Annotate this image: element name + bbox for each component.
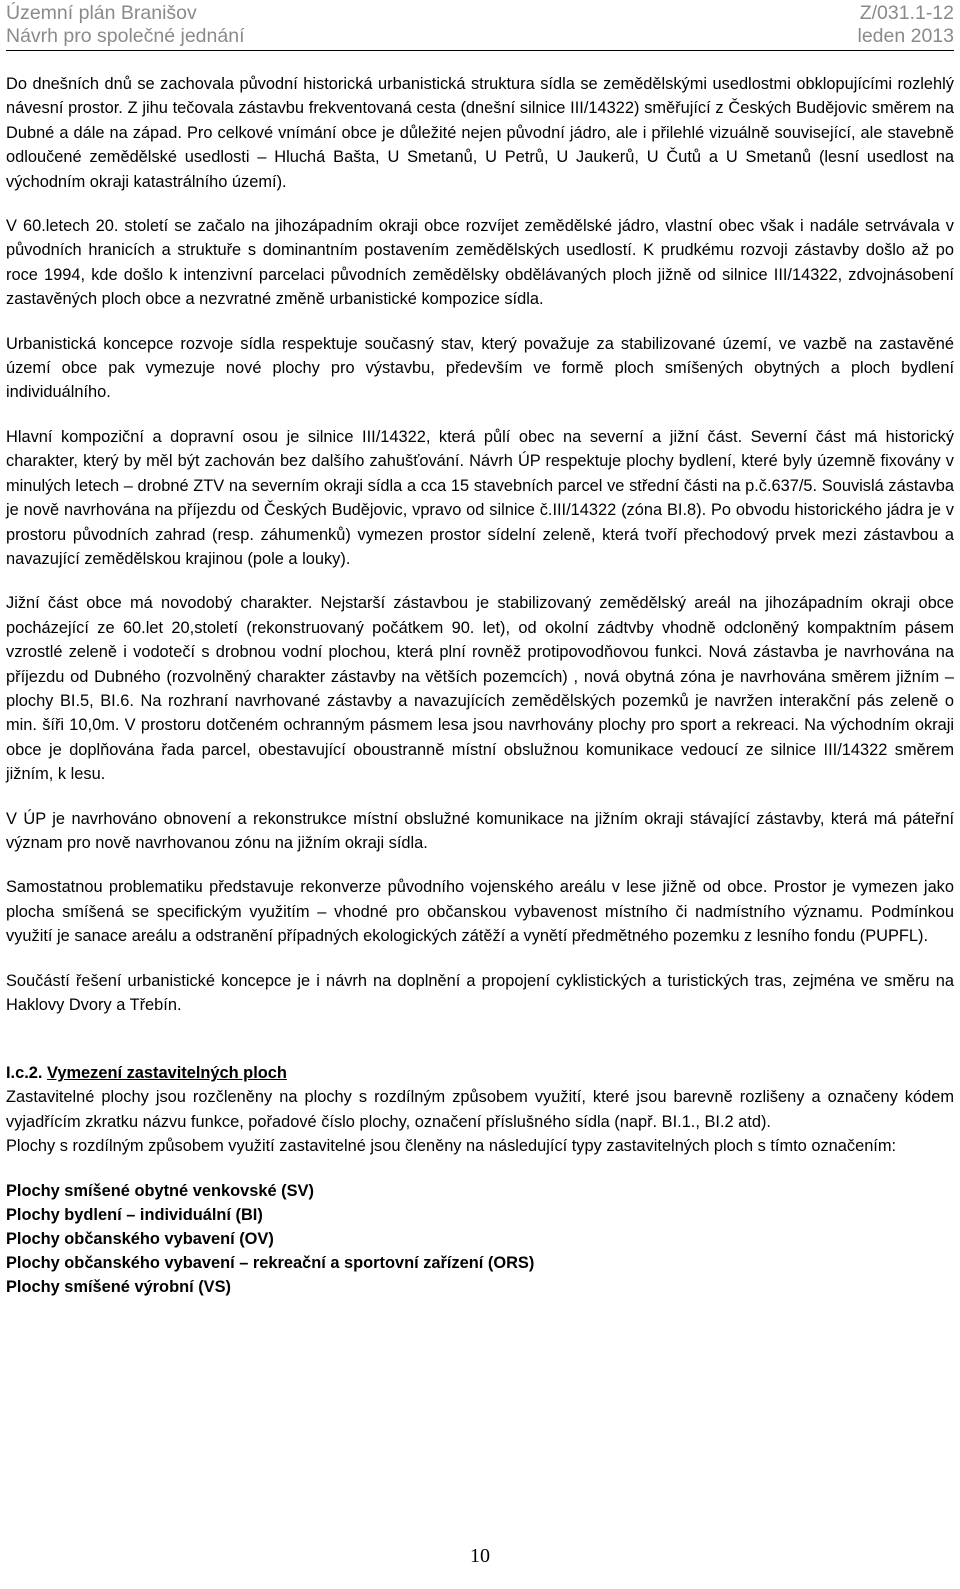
area-type-item: Plochy občanského vybavení (OV) [6,1229,274,1248]
section-paragraph-areas: Zastavitelné plochy jsou rozčleněny na plochy s rozdílným způsobem využití, které jsou barevně rozlišeny a označeny kódem vyjadřícím zkratku názvu funkce, pořadové číslo plochy, označení příslušného sídla (např. BI.1., BI.2 atd). [6,1088,954,1131]
paragraph-urban-concept: Urbanistická koncepce rozvoje sídla respektuje současný stav, který považuje za stabilizované území, ve vazbě na zastavěné území obce pak vymezuje nové plochy pro výstavbu, především ve formě ploch smíšených obytných a ploch bydlení individuálního. [6,334,954,402]
section-heading [6,1061,954,1085]
area-types-list [6,1179,954,1299]
paragraph-southern-part: Jižní část obce má novodobý charakter. Nejstarší zástavbou je stabilizovaný zemědělský areál na jihozápadním okraji obce pocházející ze 60.let 20,století (rekonstruovaný počátkem 90. let), od okolní zádtvby vhodně odcloněný kompaktním pásem vzrostlé zeleně i vodotečí s drobnou vodní plochou, která plní rovněž protipovodňovou funkci. Nová zástavba je navrhována na příjezdu od Dubného (rozvolněný charakter zástavby na větších pozemcích) , nová obytná zóna je navrhována směrem jižním – plochy BI.5, BI.6. Na rozhraní navrhované zástavby a navazujících zemědělských pozemků je navržen interakční pás zeleně o min. šíři 10,0m. V prostoru dotčeném ochranným pásmem lesa jsou navrhovány plochy pro sport a rekreaci. Na východním okraji obce je doplňována řada parcel, obestavující oboustranně místní obslužnou komunikace vedoucí ze silnice III/14322 směrem jižním, k lesu. [6,594,954,784]
paragraph-development-history: V 60.letech 20. století se začalo na jihozápadním okraji obce rozvíjet zemědělské jádro, vlastní obec však i nadále setrvávala v původních hranicích a struktuře s dominantním postavením zemědělských usedlostí. K prudkému rozvoji zástavby došlo až po roce 1994, kde došlo k intenzivní parcelaci původních zemědělsky obdělávaných ploch jižně od silnice III/14322, zdvojnásobení zastavěných ploch obce a nezvratné změně urbanistické kompozice sídla. [6,217,954,309]
header-document-stage: Návrh pro společné jednání [6,25,245,47]
paragraph-historic-structure: Do dnešních dnů se zachovala původní historická urbanistická struktura sídla se zemědělskými usedlostmi obklopujícími rozlehlý návesní prostor. Z jihu tečovala zástavbu frekventovaná cesta (dnešní silnice III/14322) směřující z Českých Budějovic směrem na Dubné a dále na západ. Pro celkové vnímání obce je důležité nejen původní jádro, ale i přilehlé vizuálně související, ale stavebně odloučené zemědělské usedlosti – Hluchá Bašta, U Smetanů, U Petrů, U Jaukerů, U Čutů a U Smetanů (lesní usedlost na východním okraji katastrálního území). [6,75,954,191]
section-title: Vymezení zastavitelných ploch [47,1064,287,1083]
header-document-title: Územní plán Branišov [6,2,197,24]
section-number: I.c.2. [6,1064,43,1083]
paragraph-local-road: V ÚP je navrhováno obnovení a rekonstrukce místní obslužné komunikace na jižním okraji stávající zástavby, která má páteřní význam pro nově navrhovanou zónu na jižním okraji sídla. [6,809,954,852]
page-number: 10 [470,1545,490,1567]
section-paragraph-types-intro: Plochy s rozdílným způsobem využití zastavitelné jsou členěny na následující typy zastavitelných ploch s tímto označením: [6,1137,897,1156]
header-document-date: leden 2013 [857,25,954,47]
area-type-item: Plochy bydlení – individuální (BI) [6,1205,263,1224]
paragraph-military-area: Samostatnou problematiku představuje rekonverze původního vojenského areálu v lese jižně od obce. Prostor je vymezen jako plocha smíšená se specifickým využitím – vhodné pro občanskou vybavenost místního či nadmístního významu. Podmínkou využití je sanace areálu a odstranění případných ekologických zátěží a vynětí předmětného pozemku z lesního fondu (PUPFL). [6,878,954,946]
paragraph-main-axis: Hlavní kompoziční a dopravní osou je silnice III/14322, která půlí obec na severní a jižní část. Severní část má historický charakter, který by měl být zachován bez dalšího zahušťování. Návrh ÚP respektuje plochy bydlení, které byly územně fixovány v minulých letech – drobné ZTV na severním okraji sídla a cca 15 stavebních parcel ve střední části na p.č.637/5. Souvislá zástavba je nově navrhována na příjezdu od Českých Budějovic, vpravo od silnice č.III/14322 (zóna BI.8). Po obvodu historického jádra je v prostoru původních zahrad (resp. záhumenků) vymezen prostor sídelní zeleně, která tvoří přechodový prvek mezi zástavbou a navazující zemědělskou krajinou (pole a louky). [6,427,954,568]
header-row-1 [6,2,954,25]
page-header [6,2,954,51]
area-type-item: Plochy smíšené výrobní (VS) [6,1277,231,1296]
area-type-item: Plochy občanského vybavení – rekreační a sportovní zařízení (ORS) [6,1253,535,1272]
header-document-code: Z/031.1-12 [859,2,954,24]
header-row-2 [6,25,954,48]
paragraph-cycling-routes: Součástí řešení urbanistické koncepce je i návrh na doplnění a propojení cyklistických a turistických tras, zejména ve směru na Haklovy Dvory a Třebín. [6,971,954,1014]
document-body [6,72,954,1299]
area-type-item: Plochy smíšené obytné venkovské (SV) [6,1181,314,1200]
